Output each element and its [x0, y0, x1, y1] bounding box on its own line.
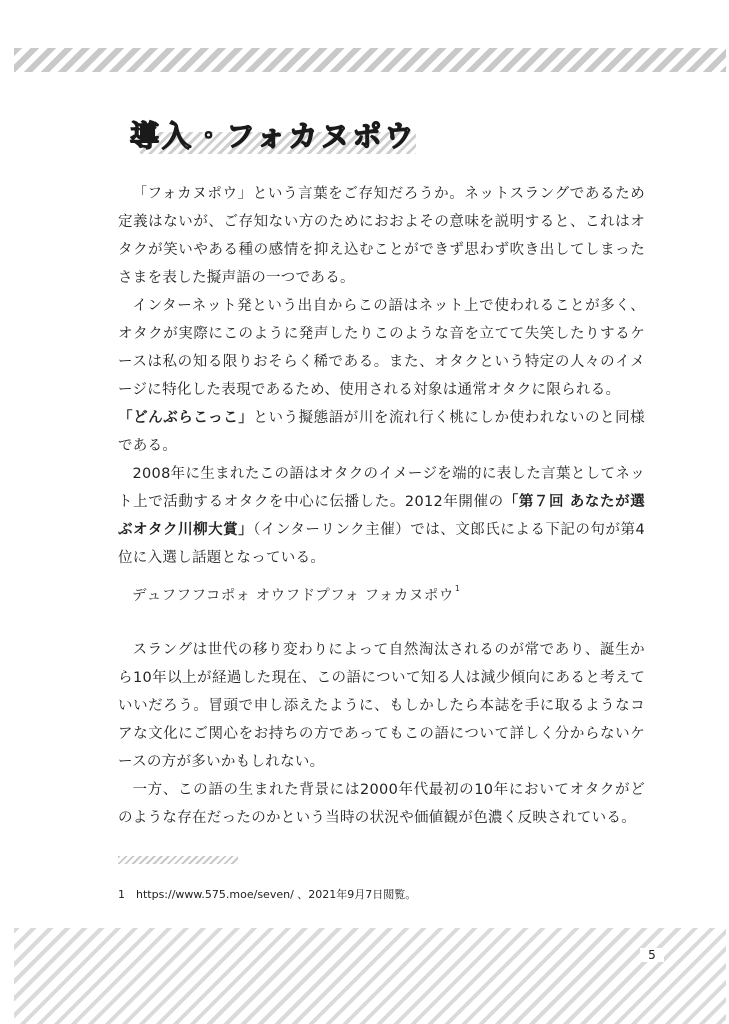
- paragraph-2-continued: [118, 404, 645, 460]
- footnote-number: 1: [118, 888, 125, 901]
- bottom-decorative-stripe-band: [14, 928, 726, 1024]
- page-number: 5: [640, 948, 664, 962]
- top-decorative-stripe-band: [14, 48, 726, 72]
- paragraph-3-text-a: 2008年に生まれたこの語はオタクのイメージを端的に表した言葉としてネット上で活動するオタクを中心に伝播した。2012年開催の: [118, 466, 645, 510]
- chapter-title-block: [124, 112, 424, 160]
- body-text-section-2: [118, 636, 645, 832]
- paragraph-1: 「フォカヌポウ」という言葉をご存知だろうか。ネットスラングであるため定義はないが、ご存知ない方のためにおおよその意味を説明すると、これはオタクが笑いやある種の感情を抑え込むことができず思わず吹き出してしまったさまを表した擬声語の一つである。: [118, 186, 645, 286]
- footnote-divider: [118, 856, 238, 864]
- chapter-title: 導入・フォカヌポウ: [130, 119, 417, 153]
- footnote: [118, 886, 416, 902]
- paragraph-3: [118, 460, 645, 572]
- quoted-senryu: [132, 584, 460, 605]
- footnote-text: https://www.575.moe/seven/ 、2021年9月7日閲覧。: [136, 888, 417, 901]
- paragraph-3-text-b: （インターリンク主催）では、文郎氏による下記の句が第4位に入選し話題となっている。: [118, 522, 646, 566]
- body-text-section-1: [118, 180, 645, 572]
- paragraph-2: インターネット発という出自からこの語はネット上で使われることが多く、オタクが実際にこのように発声したりこのような音を立てて失笑したりするケースは私の知る限りおそらく稀である。また、オタクという特定の人々のイメージに特化した表現であるため、使用される対象は通常オタクに限られる。: [118, 298, 645, 398]
- bold-phrase-donburakokko: 「どんぶらこっこ」: [118, 410, 254, 426]
- paragraph-4: スラングは世代の移り変わりによって自然淘汰されるのが常であり、誕生から10年以上が経過した現在、この語について知る人は減少傾向にあると考えていいだろう。冒頭で申し添えたように、もしかしたら本誌を手に取るようなコアな文化にご関心をお持ちの方であってもこの語について詳しく分からないケースの方が多いかもしれない。: [118, 642, 645, 770]
- senryu-text: デュフフフコポォ オウフドプフォ フォカヌポウ: [132, 588, 454, 604]
- paragraph-2-continued-text: という擬態語が川を流れ行く桃にしか使われないのと同様である。: [118, 410, 645, 454]
- footnote-reference[interactable]: 1: [454, 584, 461, 593]
- paragraph-5: 一方、この語の生まれた背景には2000年代最初の10年においてオタクがどのような存在だったのかという当時の状況や価値観が色濃く反映されている。: [118, 782, 645, 826]
- bold-contest-name: 「第７回 あなたが選ぶオタク川柳大賞」: [118, 494, 645, 538]
